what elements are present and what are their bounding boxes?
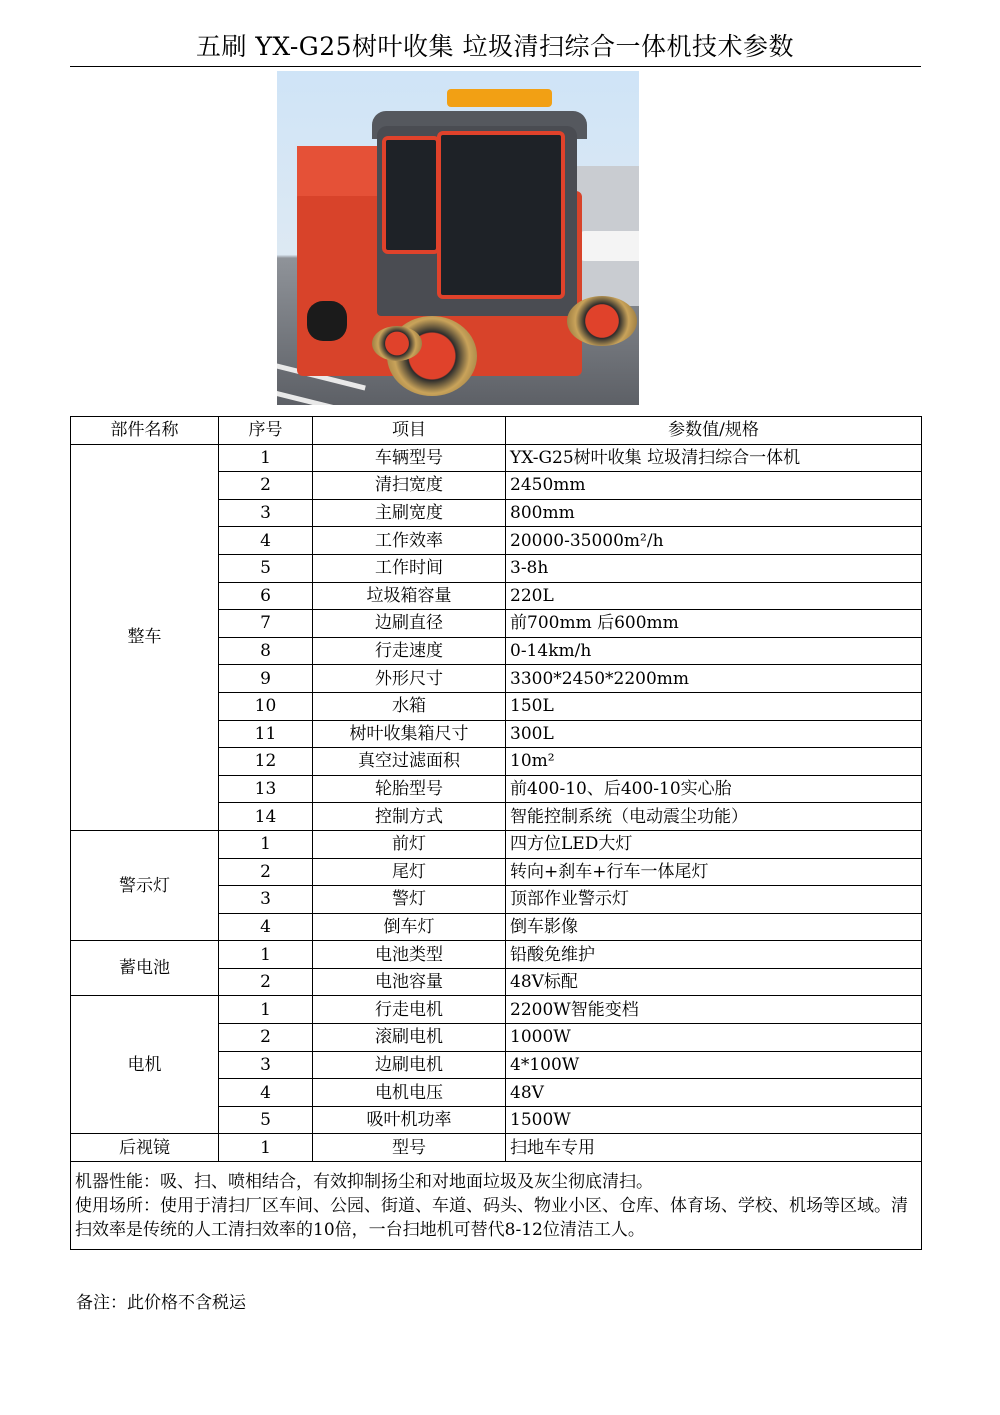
seq-cell: 5 <box>219 1106 313 1134</box>
item-cell: 电池容量 <box>313 968 506 996</box>
value-cell: 倒车影像 <box>506 913 922 941</box>
header-seq: 序号 <box>219 417 313 445</box>
value-cell: 前400-10、后400-10实心胎 <box>506 775 922 803</box>
seq-cell: 5 <box>219 554 313 582</box>
seq-cell: 11 <box>219 720 313 748</box>
item-cell: 边刷直径 <box>313 610 506 638</box>
seq-cell: 3 <box>219 499 313 527</box>
value-cell: 800mm <box>506 499 922 527</box>
value-cell: 2200W智能变档 <box>506 996 922 1024</box>
page-title: 五刷 YX-G25树叶收集 垃圾清扫综合一体机技术参数 <box>195 32 795 61</box>
seq-cell: 4 <box>219 527 313 555</box>
value-cell: 四方位LED大灯 <box>506 830 922 858</box>
value-cell: 前700mm 后600mm <box>506 610 922 638</box>
value-cell: 顶部作业警示灯 <box>506 886 922 914</box>
table-row <box>71 941 922 969</box>
part-name-cell: 警示灯 <box>71 830 219 940</box>
item-cell: 工作时间 <box>313 554 506 582</box>
item-cell: 边刷电机 <box>313 1051 506 1079</box>
item-cell: 轮胎型号 <box>313 775 506 803</box>
seq-cell: 3 <box>219 886 313 914</box>
value-cell: 10m² <box>506 748 922 776</box>
item-cell: 控制方式 <box>313 803 506 831</box>
seq-cell: 3 <box>219 1051 313 1079</box>
seq-cell: 10 <box>219 692 313 720</box>
header-part-name: 部件名称 <box>71 417 219 445</box>
seq-cell: 7 <box>219 610 313 638</box>
item-cell: 车辆型号 <box>313 444 506 472</box>
seq-cell: 1 <box>219 1134 313 1162</box>
item-cell: 水箱 <box>313 692 506 720</box>
item-cell: 外形尺寸 <box>313 665 506 693</box>
notes-cell <box>71 1162 922 1250</box>
value-cell: 2450mm <box>506 472 922 500</box>
value-cell: YX-G25树叶收集 垃圾清扫综合一体机 <box>506 444 922 472</box>
part-name-cell: 后视镜 <box>71 1134 219 1162</box>
seq-cell: 6 <box>219 582 313 610</box>
item-cell: 吸叶机功率 <box>313 1106 506 1134</box>
seq-cell: 2 <box>219 968 313 996</box>
item-cell: 垃圾箱容量 <box>313 582 506 610</box>
seq-cell: 4 <box>219 1079 313 1107</box>
item-cell: 电机电压 <box>313 1079 506 1107</box>
part-name-cell: 电机 <box>71 996 219 1134</box>
item-cell: 清扫宽度 <box>313 472 506 500</box>
part-name-cell: 蓄电池 <box>71 941 219 996</box>
note-performance: 机器性能：吸、扫、喷相结合，有效抑制扬尘和对地面垃圾及灰尘彻底清扫。 <box>75 1172 653 1193</box>
value-cell: 扫地车专用 <box>506 1134 922 1162</box>
item-cell: 行走速度 <box>313 637 506 665</box>
value-cell: 3-8h <box>506 554 922 582</box>
note-usage: 使用场所：使用于清扫厂区车间、公园、街道、车道、码头、物业小区、仓库、体育场、学校、机场等区域。清扫效率是传统的人工清扫效率的10倍，一台扫地机可替代8-12位清洁工人。 <box>75 1196 908 1241</box>
seq-cell: 2 <box>219 858 313 886</box>
value-cell: 1000W <box>506 1024 922 1052</box>
remark-text: 备注：此价格不含税运 <box>76 1293 246 1313</box>
item-cell: 电池类型 <box>313 941 506 969</box>
value-cell: 0-14km/h <box>506 637 922 665</box>
product-photo <box>277 71 639 405</box>
item-cell: 型号 <box>313 1134 506 1162</box>
table-row <box>71 996 922 1024</box>
item-cell: 尾灯 <box>313 858 506 886</box>
table-header-row <box>71 417 922 445</box>
item-cell: 倒车灯 <box>313 913 506 941</box>
title-underline <box>70 66 921 67</box>
seq-cell: 1 <box>219 941 313 969</box>
table-row <box>71 444 922 472</box>
seq-cell: 1 <box>219 996 313 1024</box>
value-cell: 1500W <box>506 1106 922 1134</box>
notes-row <box>71 1162 922 1250</box>
item-cell: 警灯 <box>313 886 506 914</box>
seq-cell: 1 <box>219 830 313 858</box>
value-cell: 150L <box>506 692 922 720</box>
spec-table <box>70 416 922 1250</box>
seq-cell: 8 <box>219 637 313 665</box>
item-cell: 工作效率 <box>313 527 506 555</box>
value-cell: 智能控制系统（电动震尘功能） <box>506 803 922 831</box>
value-cell: 48V <box>506 1079 922 1107</box>
value-cell: 4*100W <box>506 1051 922 1079</box>
table-row <box>71 830 922 858</box>
item-cell: 行走电机 <box>313 996 506 1024</box>
seq-cell: 14 <box>219 803 313 831</box>
header-item: 项目 <box>313 417 506 445</box>
value-cell: 300L <box>506 720 922 748</box>
value-cell: 3300*2450*2200mm <box>506 665 922 693</box>
warning-beacon-icon <box>447 89 552 107</box>
value-cell: 48V标配 <box>506 968 922 996</box>
item-cell: 树叶收集箱尺寸 <box>313 720 506 748</box>
item-cell: 真空过滤面积 <box>313 748 506 776</box>
table-row <box>71 1134 922 1162</box>
value-cell: 铅酸免维护 <box>506 941 922 969</box>
seq-cell: 2 <box>219 1024 313 1052</box>
part-name-cell: 整车 <box>71 444 219 830</box>
seq-cell: 12 <box>219 748 313 776</box>
item-cell: 主刷宽度 <box>313 499 506 527</box>
value-cell: 转向+刹车+行车一体尾灯 <box>506 858 922 886</box>
value-cell: 20000-35000m²/h <box>506 527 922 555</box>
seq-cell: 9 <box>219 665 313 693</box>
item-cell: 前灯 <box>313 830 506 858</box>
seq-cell: 2 <box>219 472 313 500</box>
seq-cell: 1 <box>219 444 313 472</box>
seq-cell: 13 <box>219 775 313 803</box>
header-value: 参数值/规格 <box>506 417 922 445</box>
item-cell: 滚刷电机 <box>313 1024 506 1052</box>
seq-cell: 4 <box>219 913 313 941</box>
value-cell: 220L <box>506 582 922 610</box>
